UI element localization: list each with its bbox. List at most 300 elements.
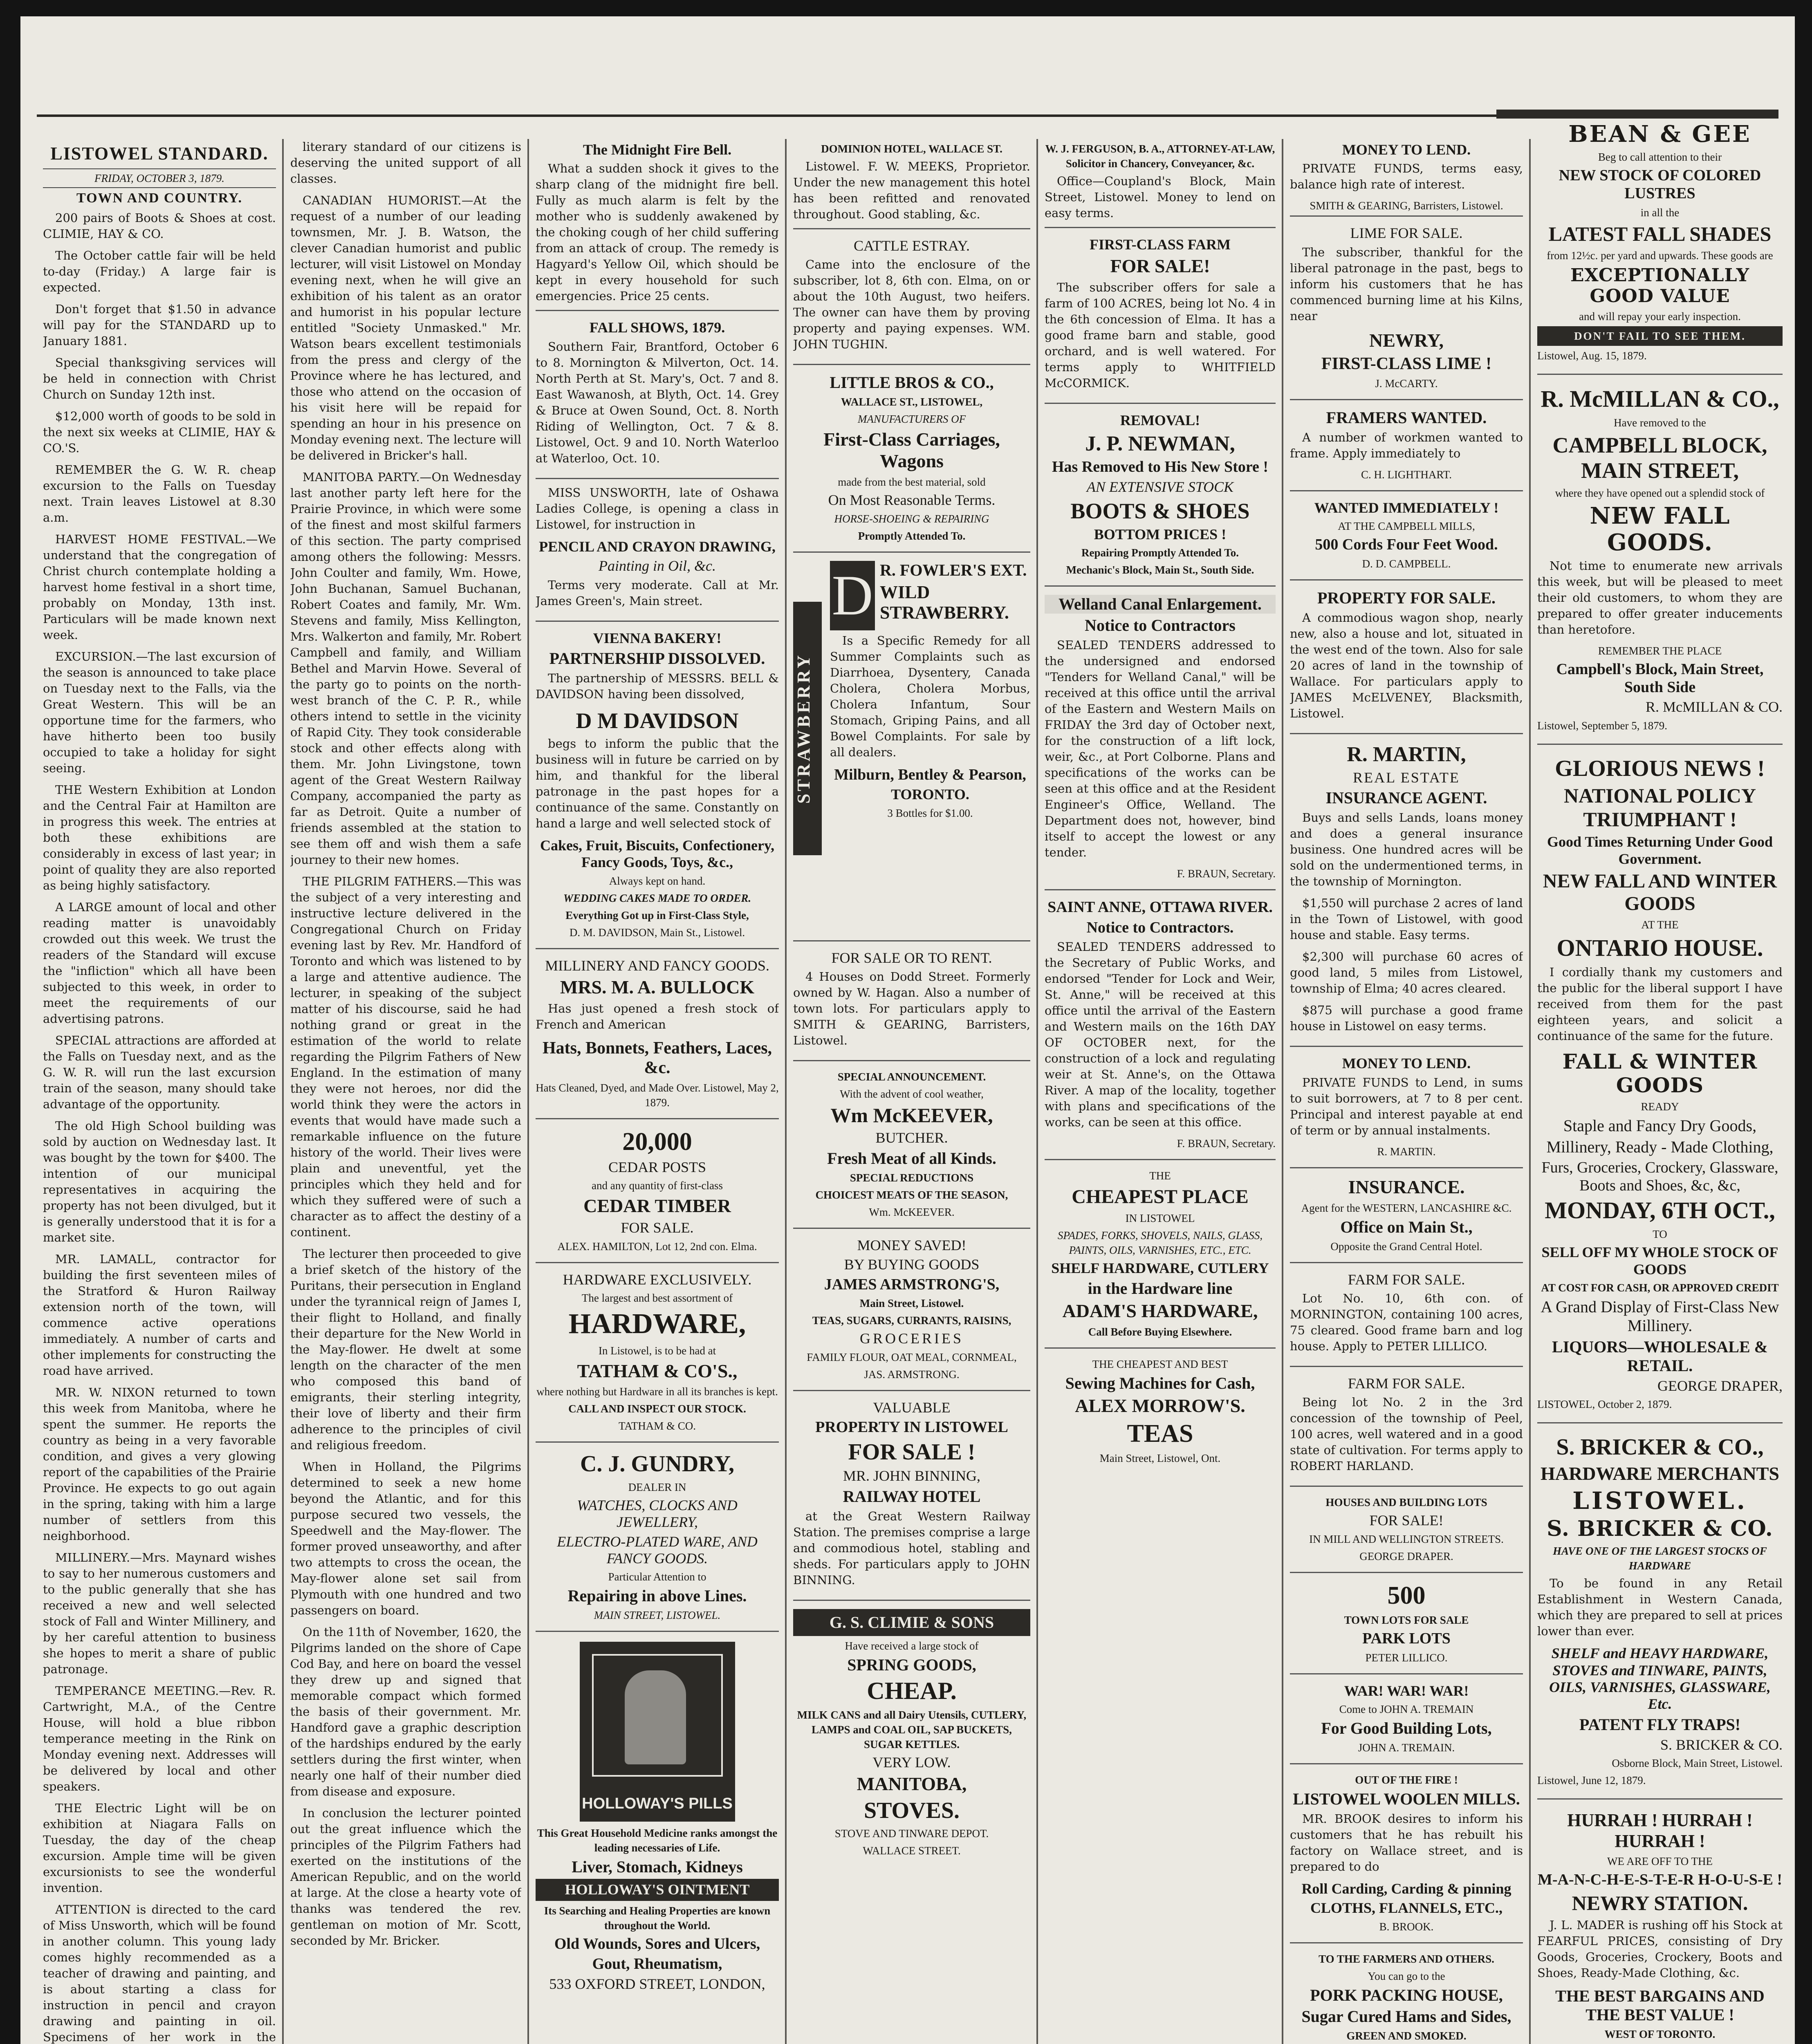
farm-ad [1045,227,1276,403]
ad-name: D M DAVIDSON [576,708,739,733]
news-item: A LARGE amount of local and other reading matter is unavoidably crowded out this week. We trust the readers of the Standard will excuse the "infliction" which all have been subjected to this week, in order to meet the requirements of our advertising patrons. [43,900,276,1026]
cedar-ad [536,1118,779,1262]
ad-name: J. P. NEWMAN, [1085,432,1235,455]
ad-low: VERY LOW. [872,1754,951,1771]
ad-text: Southern Fair, Brantford, October 6 to 8. Mornington & Milverton, Oct. 14. North Perth at St. Mary's, Oct. 7 and 8. East Wawanosh, at Blyth, Oct. 14. Grey & Bruce at Owen Sound, Oct. 8. North Riding of Wellington, Oct. 7 & 8. Listowel, Oct. 9 and 10. North Waterloo at Waterloo, Oct. 10. [536,339,779,465]
column-local-news [43,139,276,2044]
ad-cure: Liver, Stomach, Kidneys [572,1858,743,1876]
ad-title-3: FOR SALE ! [848,1439,976,1465]
ad-note: Hats Cleaned, Dyed, and Made Over. Listowel, May 2, 1879. [536,1081,779,1109]
ad-goods: NEW FALL AND WINTER GOODS [1543,870,1777,915]
ad-fall: FALL & WINTER GOODS [1562,1049,1758,1097]
fire-bell-notice [536,141,779,304]
ad-town: LISTOWEL. [1572,1486,1747,1515]
ad-eyebrow: THE [1149,1170,1171,1182]
draper-ad [1537,745,1783,1423]
ad-title: W. J. FERGUSON, B. A., ATTORNEY-AT-LAW, Solicitor in Chancery, Conveyancer, &c. [1045,143,1275,170]
news-item: The October cattle fair will be held to-day (Friday.) A large fair is expected. [43,249,276,294]
ad-role: MANUFACTURERS OF [857,413,966,426]
ad-title: HOUSES AND BUILDING LOTS [1325,1496,1487,1509]
masthead-title: LISTOWEL STANDARD. [50,143,269,164]
ad-address: WALLACE ST., LISTOWEL, [841,396,983,408]
ad-text: With the advent of cool weather, [840,1087,984,1100]
ad-subtitle: AT THE CAMPBELL MILLS, [1338,520,1475,533]
ad-text: BY BUYING GOODS [844,1256,980,1273]
ad-address: Osborne Block, Main Street, Listowel. [1612,1757,1783,1770]
ad-store: ADAM'S HARDWARE, [1062,1300,1258,1321]
ad-title-2: PROPERTY IN LISTOWEL [815,1419,1008,1436]
woolen-mills-ad [1290,1763,1523,1942]
ad-eyebrow: OUT OF THE FIRE ! [1355,1774,1458,1786]
ad-date-event: MONDAY, 6TH OCT., [1545,1197,1775,1224]
ad-price: 3 Bottles for $1.00. [887,807,973,819]
ad-signature: Wm. McKEEVER. [869,1206,955,1218]
lots-ad [1290,1572,1523,1673]
ad-text: PRIVATE FUNDS to Lend, in sums to suit borrowers, at 7 to 8 per cent. Principal and interest payable at end of term or by annual instalments. [1290,1075,1523,1137]
column-divider-4 [1036,139,1038,2044]
notice-title: SAINT ANNE, OTTAWA RIVER. [1047,899,1273,916]
ad-text-2: from 12½c. per yard and upwards. These goods are [1547,249,1773,262]
ad-text: J. L. MADER is rushing off his Stock at FEARFUL PRICES, consisting of Dry Goods, Groceries, Crockery, Boots and Shoes, Ready-Made Clothing, &c. [1537,1918,1783,1980]
ad-flour: FAMILY FLOUR, OAT MEAL, CORNMEAL, [807,1351,1017,1363]
ad-text: IN MILL AND WELLINGTON STREETS. [1309,1533,1504,1545]
ad-text: Have received a large stock of [845,1639,979,1652]
ad-place-2: Campbell's Block, Main Street, South Side [1556,661,1764,696]
ad-address: Mechanic's Block, Main St., South Side. [1066,564,1254,576]
ad-title: INSURANCE. [1348,1176,1465,1197]
ad-title: FARM FOR SALE. [1348,1375,1465,1392]
ad-stoves: STOVES. [864,1797,960,1823]
money-ad-2 [1290,1046,1523,1167]
martin-ad [1290,733,1523,1046]
ad-place: NEWRY, [1369,329,1444,351]
news-item: TEMPERANCE MEETING.—Rev. R. Cartwright, M.A., of the Centre House, will hold a blue ribbon temperance meeting in the Rink on Monday evening next. Addresses will be delivered by local and other speakers. [43,1684,276,1793]
ad-list: MILK CANS and all Dairy Utensils, CUTLERY, LAMPS and COAL OIL, SAP BUCKETS, SUGAR KETTLES. [797,1708,1027,1750]
ad-title: CHEAPEST PLACE [1072,1186,1249,1208]
news-item: literary standard of our citizens is deserving the united support of all classes. [290,140,521,186]
ad-offer: Fresh Meat of all Kinds. [827,1149,996,1168]
ad-note: Particular Attention to [608,1571,706,1583]
ad-signature: R. McMILLAN & CO. [1646,699,1783,715]
ad-cta: DON'T FAIL TO SEE THEM. [1537,326,1783,346]
news-item: EXCURSION.—The last excursion of the season is announced to take place on Tuesday next to the Falls, via the Great Western. This will be an opportune time for the farmers, who have hitherto been too busily occupied to take a holiday for sight seeing. [43,650,276,775]
welland-notice [1045,585,1276,889]
ad-title: FARM FOR SALE. [1348,1271,1465,1288]
strawberry-ad [793,551,1030,940]
news-item: The lecturer then proceeded to give a brief sketch of the history of the Puritans, their persecution in England under the tyrannical reign of James I, their flight to Holland, and finally their departure for the New World in the May-flower. He dwelt at some length on the character of the men who composed this band of emigrants, their sterling integrity, their love of liberty and their firm adherence to the principles of civil and religious freedom. [290,1247,521,1452]
ad-name: C. J. GUNDRY, [580,1451,735,1477]
masthead-date: FRIDAY, OCTOBER 3, 1879. [43,168,276,188]
ad-place-2: NEWRY STATION. [1572,1891,1748,1914]
ad-cta: CALL AND INSPECT OUR STOCK. [568,1403,746,1415]
ad-role-2: INSURANCE AGENT. [1325,789,1487,807]
ad-list: Staple and Fancy Dry Goods, [1563,1116,1757,1135]
jeweller-ad [536,1441,779,1631]
ad-hotel: RAILWAY HOTEL [843,1487,981,1506]
ad-line: in the Hardware line [1088,1279,1233,1298]
ad-subject: PENCIL AND CRAYON DRAWING, [539,538,776,555]
ad-title: MONEY TO LEND. [1342,1055,1471,1072]
news-item: Special thanksgiving services will be held in connection with Christ Church on Sunday 12th inst. [43,356,276,401]
ad-list: SHELF and HEAVY HARDWARE, STOVES and TINWARE, PAINTS, OILS, VARNISHES, GLASSWARE, Etc. [1549,1645,1771,1712]
adams-hardware-ad [1045,1159,1276,1347]
column-divider-5 [1282,139,1283,2044]
ad-address: Main Street, Listowel, Ont. [1099,1452,1221,1465]
news-item: Don't forget that $1.50 in advance will pay for the STANDARD up to January 1881. [43,302,276,348]
ad-shelf: SHELF HARDWARE, CUTLERY [1051,1260,1269,1276]
ad-text: and any quantity of first-class [592,1179,723,1192]
ad-offer: 500 Cords Four Feet Wood. [1315,536,1498,554]
ad-ointment: HOLLOWAY'S OINTMENT [536,1879,779,1901]
property-sale-ad [1290,579,1523,733]
ad-offer: FIRST-CLASS LIME ! [1321,354,1492,373]
ad-address: WALLACE STREET. [863,1845,961,1857]
ad-text: Agent for the WESTERN, LANCASHIRE &C. [1301,1201,1512,1214]
notice-title: Welland Canal Enlargement. [1045,595,1276,614]
ottawa-notice [1045,889,1276,1159]
ad-best: THE BEST BARGAINS AND THE BEST VALUE ! [1555,1987,1765,2024]
ad-display: A Grand Display of First-Class New Millinery. [1541,1297,1779,1335]
news-item: ATTENTION is directed to the card of Miss Unsworth, which will be found in another column. This young lady comes highly recommended as a teacher of drawing and painting, and is about starting a class for instruction in pencil and crayon drawing and painting in oil. Specimens of her work in the [43,1903,276,2044]
money-ad [1290,141,1523,213]
ad-prices: BOTTOM PRICES ! [1094,526,1227,542]
ad-signature: B. BROOK. [1379,1920,1434,1933]
ad-tagline: This Great Household Medicine ranks amongst the leading necessaries of Life. [537,1827,778,1854]
ad-signature: JOHN A. TREMAIN. [1358,1741,1455,1754]
ad-note: Promptly Attended To. [858,529,966,542]
column-ads-6 [1290,139,1523,2044]
ad-text: Being lot No. 2 in the 3rd concession of the township of Peel, 100 acres, well watered and in a good state of cultivation. For terms apply to ROBERT HARLAND. [1290,1395,1523,1473]
ad-text: Has Removed to His New Store ! [1052,458,1269,476]
ad-goods: Hats, Bonnets, Feathers, Laces, &c. [542,1039,772,1078]
news-item: THE Electric Light will be on exhibition at Niagara Falls on Tuesday, the day of the cheap excursion. Ample time will be given excursionists to see the wonderful invention. [43,1801,276,1895]
mcmillan-ad [1537,375,1783,744]
ad-role: BUTCHER. [875,1130,948,1146]
ad-items-2: ELECTRO-PLATED WARE, AND FANCY GOODS. [557,1533,758,1567]
ad-list-3: Furs, Groceries, Crockery, Glassware, Boots and Shoes, &c, &c, [1541,1159,1778,1194]
ad-signature: SMITH & GEARING, Barristers, Listowel. [1310,199,1503,212]
price-item: $2,300 will purchase 60 acres of good land, 5 miles from Listowel, township of Elma; 40 acres cleared. [1290,950,1523,996]
ad-list: SPADES, FORKS, SHOVELS, NAILS, GLASS, PAINTS, OILS, VARNISHES, ETC., ETC. [1057,1229,1263,1256]
ad-title: G. S. CLIMIE & SONS [793,1609,1030,1636]
ad-text: The largest and best assortment of [581,1292,733,1304]
millinery-ad [536,948,779,1118]
ad-title: R. FOWLER'S EXT. [880,560,1027,579]
ad-subtitle: NEW STOCK OF COLORED LUSTRES [1559,167,1761,202]
notice-title: The Midnight Fire Bell. [583,141,732,158]
notice-text: What a sudden shock it gives to the sharp clang of the midnight fire bell. Fully as much alarm is felt by the mother who is suddenly awakened by the choking cough of her child suffering from an attack of croup. The remedy is Hagyard's Yellow Oil, which should be kept in every household for such emergencies. Price 25 cents. [536,161,779,303]
ad-text: MR. BROOK desires to inform his customers that he has rebuilt his factory on Wallace street, and is prepared to do [1290,1812,1523,1874]
insurance-ad [1290,1167,1523,1262]
ad-headline: NATIONAL POLICY TRIUMPHANT ! [1564,784,1756,831]
fall-shows-ad [536,310,779,477]
ad-goods: TEAS, SUGARS, CURRANTS, RAISINS, [812,1314,1011,1327]
newspaper-page [20,16,1795,2044]
ad-title: WAR! WAR! WAR! [1344,1682,1469,1699]
ad-sell: SELL OFF MY WHOLE STOCK OF GOODS [1541,1244,1778,1278]
ad-eyebrow: HARDWARE EXCLUSIVELY. [563,1271,752,1288]
notice-subtitle: Notice to Contractors [1085,616,1236,635]
ad-subtitle: WILD STRAWBERRY. [880,582,1009,623]
section-heading: TOWN AND COUNTRY. [76,191,242,206]
ad-subtitle: Good Times Returning Under Good Government. [1547,834,1773,867]
ad-title: S. BRICKER & CO., [1556,1434,1764,1460]
ad-repair: STOVE AND TINWARE DEPOT. [834,1827,989,1840]
news-item: In conclusion the lecturer pointed out the great influence which the principles of the Pilgrim Fathers had exerted on the institutions of the American Republic, and on the world at large. At the close a hearty vote of thanks was tendered the rev. gentleman on motion of Mr. Scott, seconded by Mr. Bricker. [290,1806,521,1948]
ad-tagline: Everything Got up in First-Class Style, [565,909,749,921]
ad-title: MONEY TO LEND. [1342,141,1471,158]
column-divider-1 [282,139,284,2044]
ad-west: WEST OF TORONTO. [1604,2028,1716,2041]
column-ads-3 [536,139,779,2044]
ad-title: CEDAR TIMBER [583,1195,731,1217]
ad-title: FALL SHOWS, 1879. [589,319,725,336]
ad-text-3: and will repay your early inspection. [1579,310,1741,323]
ad-title: LIME FOR SALE. [1350,225,1463,242]
ad-goods: Sugar Cured Hams and Sides, [1301,2007,1511,2026]
notice-subtitle: Notice to Contractors. [1086,919,1234,936]
ad-text: In Listowel, is to be had at [598,1344,716,1357]
ad-text-2: where they have opened out a splendid stock of [1555,487,1765,500]
ad-teas: TEAS [1127,1419,1193,1448]
column-news-continued [290,139,521,2044]
news-item: HARVEST HOME FESTIVAL.—We understand that the congregation of Christ church contemplate holding a harvest home festival in a short time, probably on Monday, 13th inst. Particulars will be made known next week. [43,532,276,642]
ad-name: R. MARTIN, [1347,743,1466,766]
ad-role: HARDWARE MERCHANTS [1541,1463,1779,1484]
ad-text: Has just opened a fresh stock of French and American [536,1002,779,1032]
ad-subtitle-2: in all the [1640,206,1680,219]
ad-address: 533 OXFORD STREET, LONDON, [549,1976,765,1992]
news-item: MR. LAMALL, contractor for building the first seventeen miles of the Stratford & Huron Railway extension north of the town, will commence active operations immediately. A number of carts and other implements for constructing the road have arrived. [43,1252,276,1378]
ad-role: REAL ESTATE [1353,769,1460,786]
ad-text: where nothing but Hardware in all its branches is kept. [536,1385,778,1398]
ad-value: EXCEPTIONALLY GOOD VALUE [1570,265,1750,307]
ad-text: I cordially thank my customers and the public for the liberal support I have received from them for the past eighteen years, and solicit a continuance of the same for the future. [1537,965,1783,1043]
ad-text: Have removed to the [1614,417,1706,429]
ad-title: MILLINERY AND FANCY GOODS. [545,957,769,974]
news-item: CANADIAN HUMORIST.—At the request of a number of our leading townsmen, Mr. J. B. Watson, the clever Canadian humorist and public lecturer, will visit Listowel on Monday evening next, when he will give an exhibition of his talent as an orator and humorist in his popular lecture entitled "Society Unmasked." Mr. Watson bears excellent testimonials from the press and clergy of the Province where he has lectured, and those who attend on the occasion of his visit here will be repaid for spending an hour in his presence on Monday evening next. The lecture will be delivered in Bricker's hall. [290,193,521,462]
ad-maker: Milburn, Bentley & Pearson, [834,766,1026,783]
ad-goods: First-Class Carriages, Wagons [823,429,1000,472]
lime-ad [1290,215,1523,399]
ad-text: Buys and sells Lands, loans money and does a general insurance business. One hundred acres will be sold on the undermentioned terms, in the township of Mornington. [1290,811,1523,889]
ad-count: 500 [1387,1581,1426,1609]
ad-text: begs to inform the public that the business will in future be carried on by him, and thankful for the liberal patronage in the past hopes for a continuance of the same. Constantly on hand a large and well selected stock of [536,737,779,831]
ad-date: Listowel, September 5, 1879. [1537,719,1667,732]
ad-liquors: LIQUORS—WHOLESALE & RETAIL. [1552,1337,1768,1375]
ad-title-2: FOR SALE! [1369,1512,1444,1529]
ad-title: CATTLE ESTRAY. [853,238,970,254]
ad-date: Listowel, Aug. 15, 1879. [1537,350,1647,362]
news-item: 200 pairs of Boots & Shoes at cost. CLIMIE, HAY & CO. [43,211,276,241]
news-item: MR. W. NIXON returned to town this week from Manitoba, where he spent the summer. He reports the country as being in a very favorable condition, and gives a very glowing report of the capabilities of the Prairie Province. He expects to go out again in the spring, taking with him a large number of settlers from this neighborhood. [43,1385,276,1543]
ad-title: PROPERTY FOR SALE. [1317,589,1496,607]
grocer-ad [793,1228,1030,1390]
news-item: THE Western Exhibition at London and the Central Fair at Hamilton are in progress this week. The entries at both these exhibitions are considerably in excess of last year; in point of quality they are also reported as being highly satisfactory. [43,783,276,892]
ad-date: Listowel, June 12, 1879. [1537,1774,1646,1787]
lawyer-ad [1045,141,1276,221]
ad-choice: CHOICEST MEATS OF THE SEASON, [815,1188,1008,1201]
ad-text: The partnership of MESSRS. BELL & DAVIDSON having been dissolved, [536,671,779,701]
ad-cure-3: Gout, Rheumatism, [592,1955,722,1973]
bricker-ad [1537,1423,1783,1800]
ad-title-2: FOR SALE! [1110,256,1210,277]
ad-title: MONEY SAVED! [857,1237,967,1253]
ad-ready: READY [1641,1100,1679,1113]
column-divider-2 [527,139,529,2044]
ad-service: Repairing in above Lines. [567,1587,747,1605]
ad-name: ALEX MORROW'S. [1075,1395,1245,1416]
ad-place: M-A-N-C-H-E-S-T-E-R H-O-U-S-E ! [1537,1871,1783,1889]
ad-store: ONTARIO HOUSE. [1556,935,1763,961]
pork-ad [1290,1942,1523,2044]
ad-text: Lot No. 10, 6th con. of MORNINGTON, containing 100 acres, 75 cleared. Good frame barn and log house. Apply to PETER LILLICO. [1290,1291,1523,1353]
header-decoration [1496,110,1778,119]
column-divider-6 [1529,139,1531,2044]
ad-title: WANTED IMMEDIATELY ! [1314,499,1499,516]
ad-goods: BOOTS & SHOES [1070,498,1250,523]
ad-wedding: WEDDING CAKES MADE TO ORDER. [563,892,751,904]
seated-figure-icon [625,1670,686,1764]
ad-text: You can go to the [1368,1970,1445,1982]
price-item: $1,550 will purchase 2 acres of land in the Town of Listowel, with good house and stable. Easy terms. [1290,896,1523,942]
ad-count-label: CEDAR POSTS [608,1159,706,1175]
ad-title: FOR SALE OR TO RENT. [831,949,992,966]
lease-ad [793,940,1030,1060]
ad-signature: R. MARTIN. [1377,1145,1436,1158]
ad-count: 20,000 [622,1127,692,1156]
ad-title: TO THE FARMERS AND OTHERS. [1319,1952,1494,1965]
ad-text-2: To be found in any Retail Establishment in Western Canada, which they are prepared to sell at prices lower than ever. [1537,1576,1783,1638]
ad-subtitle: PARK LOTS [1362,1629,1451,1647]
ad-eyebrow: SPECIAL ANNOUNCEMENT. [837,1070,986,1083]
ad-manitoba: MANITOBA, [857,1773,967,1794]
climie-ad [793,1600,1030,1867]
farm-sale-ad-2 [1290,1366,1523,1486]
strawberry-banner: STRAWBERRY [793,602,822,855]
ad-store: AN EXTENSIVE STOCK [1086,479,1234,495]
holloway-ad [536,1631,779,2001]
notice-text: SEALED TENDERS addressed to the undersigned and endorsed "Tenders for Welland Canal," will be received at this office until the arrival of the Eastern and Western Mails on FRIDAY the 3rd day of October next, for the construction of a lift lock, weir, &c., at Port Colborne. Plans and specifications of the works can be seen at this office and at the Resident Engineer's Office, Welland. The Department does not, however, bind itself to accept the lowest or any tender. [1045,638,1276,860]
farm-sale-ad-1 [1290,1262,1523,1366]
ad-signature: J. McCARTY. [1375,377,1438,390]
ad-signature: C. H. LIGHTHART. [1361,468,1452,481]
ad-title-2: FOR SALE. [621,1219,694,1236]
ad-title: HURRAH ! HURRAH ! HURRAH ! [1567,1810,1753,1851]
ad-traps: PATENT FLY TRAPS! [1579,1715,1741,1734]
ad-signature: TATHAM & CO. [618,1420,696,1432]
ad-terms: On Most Reasonable Terms. [828,492,996,509]
ad-text: Beg to call attention to their [1598,151,1722,164]
hardware-ad [536,1262,779,1442]
ad-goods: Cakes, Fruit, Biscuits, Confectionery, Fancy Goods, Toys, &c., [540,837,774,871]
ad-title: DOMINION HOTEL, WALLACE ST. [821,143,1002,155]
ad-title: REMOVAL! [1120,412,1200,429]
ad-title: VIENNA BAKERY! [593,630,722,646]
column-ads-4 [793,139,1030,2044]
ad-signature: JAS. ARMSTRONG. [864,1368,960,1381]
framers-ad [1290,399,1523,490]
ad-address: Main Street, Listowel. [859,1297,964,1310]
drop-cap: D [830,561,875,630]
ad-title: HARDWARE, [568,1308,746,1340]
ad-text: at the Great Western Railway Station. The premises comprise a large and commodious hotel, stabling and sheds. For particulars apply to JOHN BINNING. [793,1509,1030,1587]
ad-title: R. McMILLAN & CO., [1541,385,1779,412]
news-item: When in Holland, the Pilgrims determined to seek a new home beyond the Atlantic, and for this purpose secured two vessels, the Speedwell and the May-flower. The former proved unseaworthy, and after two attempts to cross the ocean, the May-flower alone set sail from Plymouth with one hundred and two passengers on board. [290,1460,521,1617]
ad-title: BEAN & GEE [1568,121,1751,148]
ad-also: HORSE-SHOEING & REPAIRING [834,512,989,525]
ad-text: HAVE ONE OF THE LARGEST STOCKS OF HARDWARE [1553,1545,1767,1572]
ad-offer: For Good Building Lots, [1321,1719,1492,1738]
news-item: MANITOBA PARTY.—On Wednesday last another party left here for the Prairie Province, in which were some of the finest and most skilful farmers of this section. The party comprised among others the following: Messrs. John Coulter and family, Wm. Howe, John Buchanan, Samuel Buchanan, Robert Coates and family, Mr. Wm. Stevens and family, Miss Kellington, Mrs. Walkerton and family, Mr. Robert Campbell and family, and William Bethel and Marvin Howe. Several of the party go to points on the north-west branch of the C. P. R., while others intend to settle in the vicinity of Rapid City. They took considerable stock and other effects along with them. Mr. John Livingstone, town agent of the Great Western Railway Company, accompanied the party as far as Detroit. Quite a number of friends assembled at the station to see them off and wish them a safe journey to their new homes. [290,470,521,867]
ad-name: Wm McKEEVER, [830,1103,993,1127]
tremain-ad [1290,1673,1523,1763]
ad-subtitle: GREEN AND SMOKED. [1346,2029,1467,2042]
notice-text: SEALED TENDERS addressed to the Secretary of Public Works, and endorsed "Tender for Lock and Weir, St. Anne," will be received at this office until the arrival of the Eastern and Western mails on the 16th DAY OF OCTOBER next, for the construction of a lock and regulating weir at St. Anne's, on the Ottawa River. A map of the locality, together with plans and specifications of the works, can be seen at this office. [1045,940,1276,1130]
ad-text: Listowel. F. W. MEEKS, Proprietor. Under the new management this hotel has been refitted and renovated throughout. Good stabling, &c. [793,159,1030,221]
ad-text-3: Not time to enumerate new arrivals this week, but will be pleased to meet their old customers, to whom they are prepared to offer greater inducements than heretofore. [1537,559,1783,637]
ad-text: made from the best material, sold [838,476,986,489]
ad-title: LISTOWEL WOOLEN MILLS. [1293,1790,1520,1809]
notice-signature: F. BRAUN, Secretary. [1177,1137,1276,1150]
ad-signature: GEORGE DRAPER, [1657,1377,1783,1394]
ad-text: MISS UNSWORTH, late of Oshawa Ladies College, is opening a class in Listowel, for instruction in [536,485,779,531]
ad-cta: Call Before Buying Elsewhere. [1088,1325,1232,1338]
butcher-ad [793,1060,1030,1228]
drawing-class-ad [536,478,779,621]
news-item: MILLINERY.—Mrs. Maynard wishes to say to her numerous customers and to the public generally that she has received a new and well selected stock of Fall and Winter Millinery, and by her careful attention to business she hopes to merit a share of public patronage. [43,1551,276,1676]
news-item: THE PILGRIM FATHERS.—This was the subject of a very interesting and instructive lecture delivered in the Congregational Church on Friday evening last by Rev. Mr. Handford of Toronto and which was listened to by a large and attentive audience. The lecturer, in speaking of the subject matter of his discourse, said he had nothing grand or great in the estimation of the world to relate regarding the Pilgrim Fathers of New England. In the estimation of many they were not heroes, nor did the world think they were the actors in events that would have made such a remarkable influence on the future history of the world. Their lives were plain and uneventful, yet the principles which they held and for which they suffered were of such a character as to affect the destiny of a continent. [290,874,521,1239]
ad-title: VALUABLE [873,1399,951,1416]
illustration-banner: HOLLOWAY'S PILLS [582,1795,733,1813]
ad-place: PORK PACKING HOUSE, [1310,1986,1503,2004]
ad-name: JAMES ARMSTRONG'S, [824,1275,1000,1293]
wood-ad [1290,490,1523,579]
column-ads-5 [1045,139,1276,2044]
ad-goods: SPRING GOODS, [847,1655,976,1674]
column-divider-3 [785,139,787,2044]
ad-text: The subscriber offers for sale a farm of 100 ACRES, being lot No. 4 in the 6th concession of Elma. It has a good frame barn and stable, good orchard, and is well watered. For terms apply to WHITFIELD McCORMICK. [1045,280,1276,390]
ad-signature: S. BRICKER & CO. [1660,1736,1783,1753]
ad-cheap: CHEAP. [867,1677,957,1704]
hotel-ad [793,141,1030,222]
ad-tagline-2: Its Searching and Healing Properties are known throughout the World. [544,1904,771,1932]
ad-at: AT THE [1641,919,1679,931]
ad-text: Came into the enclosure of the subscriber, lot 8, 6th con. Elma, on or about the 10th August, two heifers. The owner can have them by proving property and paying expenses. WM. JOHN TUGHIN. [793,258,1030,352]
property-ad [793,1390,1030,1600]
ad-signature: D. M. DAVIDSON, Main St., Listowel. [569,926,745,939]
ad-to: TO [1653,1228,1667,1241]
bakery-ad [536,621,779,948]
ad-cost: AT COST FOR CASH, OR APPROVED CREDIT [1541,1281,1779,1294]
notice-signature: F. BRAUN, Secretary. [1177,867,1276,880]
ad-text: IN LISTOWEL [1125,1212,1195,1224]
ad-signature: D. D. CAMPBELL. [1362,558,1451,570]
ad-title: GLORIOUS NEWS ! [1555,755,1765,781]
ad-items: WATCHES, CLOCKS AND JEWELLERY, [577,1497,738,1531]
ad-cure-2: Old Wounds, Sores and Ulcers, [554,1935,760,1952]
ad-text: Is a Specific Remedy for all Summer Complaints such as Diarrhoea, Dysentery, Canada Cholera, Cholera Morbus, Cholera Infantum, Sour Stomach, Griping Pains, and all Bowel Complaints. For sale by all dealers. [830,633,1030,759]
ad-signature: GEORGE DRAPER. [1359,1550,1453,1562]
ad-text: PRIVATE FUNDS, terms easy, balance high rate of interest. [1290,161,1523,192]
ad-text: Office—Coupland's Block, Main Street, Listowel. Money to lend on easy terms. [1045,174,1276,220]
bean-gee-ad [1537,121,1783,375]
ad-name: TATHAM & CO'S., [577,1360,738,1381]
ad-list-2: Millinery, Ready - Made Clothing, [1546,1138,1774,1156]
news-item: The old High School building was sold by auction on Wednesday last. It was bought by the town for $400. The intention of our municipal representatives in acquiring the property has not been divulged, but it is generally understood that it is for a market site. [43,1119,276,1244]
ad-name: S. BRICKER & CO. [1547,1516,1773,1542]
ad-address: Opposite the Grand Central Hotel. [1330,1240,1482,1253]
